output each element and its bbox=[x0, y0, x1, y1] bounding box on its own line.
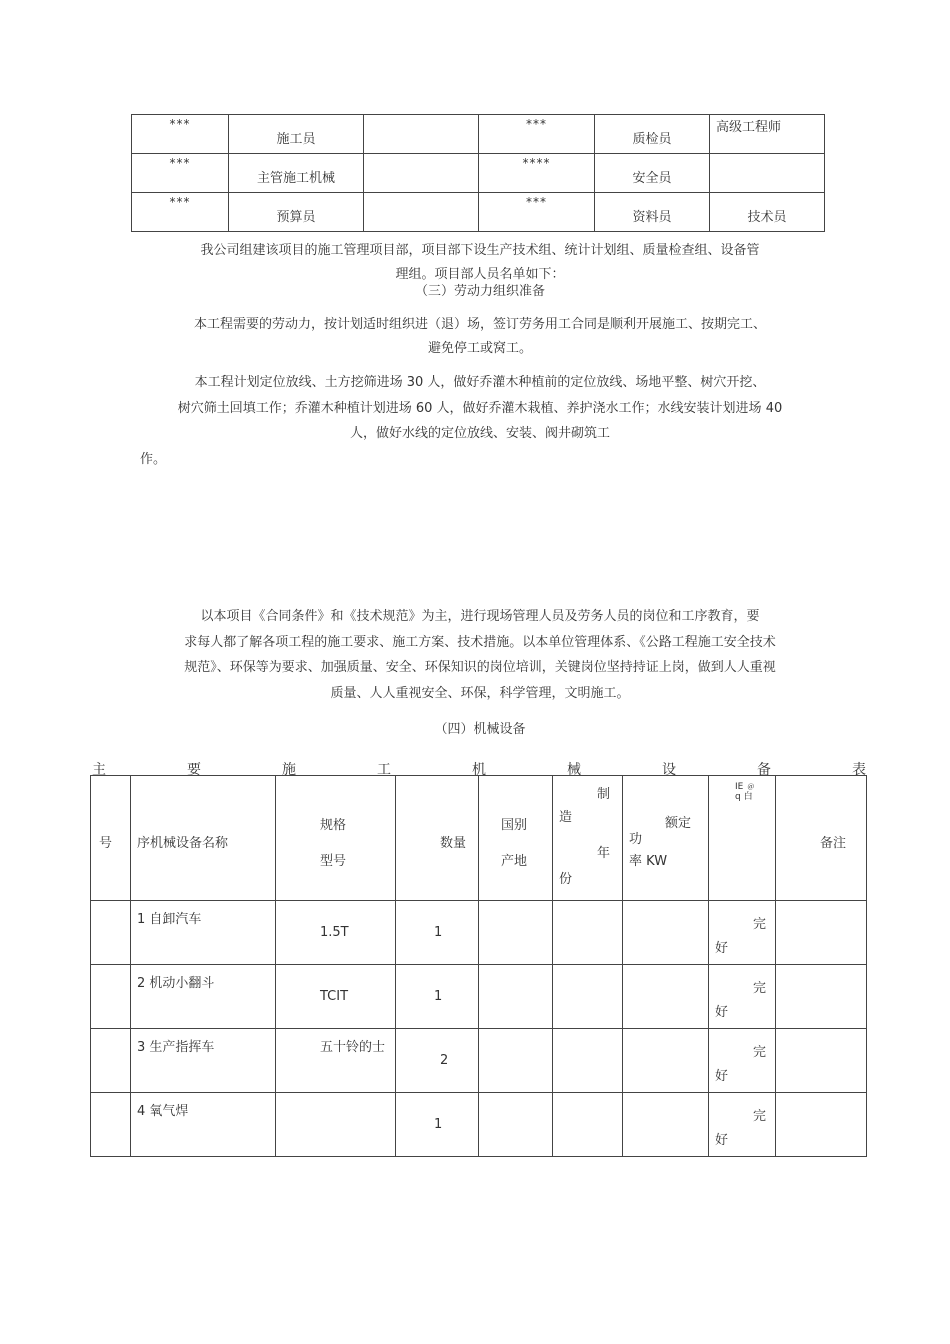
table-cell bbox=[553, 965, 623, 1029]
table-cell bbox=[479, 1093, 553, 1157]
table-cell: 1 bbox=[396, 965, 479, 1029]
table-cell: 安全员 bbox=[595, 154, 710, 193]
table-cell bbox=[479, 1029, 553, 1093]
header-cell-power: 额定 功 率 KW bbox=[623, 776, 709, 901]
table-cell: *** bbox=[479, 193, 595, 232]
labor-p2-line-4: 作。 bbox=[140, 452, 167, 467]
table-cell: 资料员 bbox=[595, 193, 710, 232]
labor-p1-line-2: 避免停工或窝工。 bbox=[427, 341, 532, 356]
labor-p2-line-1: 本工程计划定位放线、土方挖筛进场 30 人，做好乔灌木种植前的定位放线、场地平整、树穴开挖、 bbox=[194, 375, 766, 390]
table-cell: *** bbox=[132, 115, 229, 154]
edu-line-4: 质量、人人重视安全、环保，科学管理，文明施工。 bbox=[330, 686, 630, 701]
header-cell-spec: 规格 型号 bbox=[276, 776, 396, 901]
labor-p2-line-3: 人，做好水线的定位放线、安装、阀井砌筑工 bbox=[349, 426, 610, 441]
header-cell-condition: IE ﹫ q 白 bbox=[709, 776, 776, 901]
table-row bbox=[91, 1093, 867, 1157]
table-cell bbox=[364, 193, 479, 232]
table-cell bbox=[479, 965, 553, 1029]
table-cell: 1 bbox=[396, 901, 479, 965]
table-cell: TCIT bbox=[276, 965, 396, 1029]
edu-line-1: 以本项目《合同条件》和《技术规范》为主，进行现场管理人员及劳务人员的岗位和工序教育，要 bbox=[200, 609, 760, 624]
table-row bbox=[132, 115, 825, 154]
intro-line-1: 我公司组建该项目的施工管理项目部，项目部下设生产技术组、统计计划组、质量检查组、设备管 bbox=[200, 243, 760, 258]
header-cell-qty: 数量 bbox=[396, 776, 479, 901]
equipment-table-title: 主 要 施 工 机 械 设 备 表 bbox=[92, 762, 866, 778]
header-cell-year: 制 造 年 份 bbox=[553, 776, 623, 901]
table-cell: 3 生产指挥车 bbox=[131, 1029, 276, 1093]
edu-line-2: 求每人都了解各项工程的施工要求、施工方案、技术措施。以本单位管理体系、《公路工程施工安全技术 bbox=[184, 635, 776, 650]
table-cell bbox=[623, 1029, 709, 1093]
table-cell bbox=[364, 154, 479, 193]
table-cell bbox=[553, 1029, 623, 1093]
table-cell: 1.5T bbox=[276, 901, 396, 965]
table-cell: *** bbox=[479, 115, 595, 154]
table-cell: 4 氧气焊 bbox=[131, 1093, 276, 1157]
table-cell: 完 好 bbox=[709, 1029, 776, 1093]
table-cell: 2 机动小翻斗 bbox=[131, 965, 276, 1029]
header-cell-name: 序机械设备名称 bbox=[131, 776, 276, 901]
table-header-row bbox=[91, 776, 867, 901]
table-cell: 1 自卸汽车 bbox=[131, 901, 276, 965]
table-cell: 完 好 bbox=[709, 1093, 776, 1157]
table-cell bbox=[710, 154, 825, 193]
table-cell bbox=[91, 965, 131, 1029]
table-row bbox=[132, 193, 825, 232]
table-cell bbox=[553, 1093, 623, 1157]
table-cell: *** bbox=[132, 193, 229, 232]
table-cell bbox=[276, 1093, 396, 1157]
table-cell: 完 好 bbox=[709, 965, 776, 1029]
table-cell bbox=[91, 1029, 131, 1093]
table-cell bbox=[364, 115, 479, 154]
table-cell: 高级工程师 bbox=[710, 115, 825, 154]
table-cell: 质检员 bbox=[595, 115, 710, 154]
intro-line-2: 理组。项目部人员名单如下： bbox=[395, 267, 565, 282]
staff-table bbox=[131, 114, 825, 232]
table-cell: 施工员 bbox=[229, 115, 364, 154]
table-cell bbox=[776, 1093, 867, 1157]
table-row bbox=[132, 154, 825, 193]
table-row bbox=[91, 901, 867, 965]
table-cell bbox=[623, 901, 709, 965]
equipment-table bbox=[90, 775, 867, 1157]
table-cell bbox=[623, 965, 709, 1029]
table-row bbox=[91, 965, 867, 1029]
labor-p1-line-1: 本工程需要的劳动力，按计划适时组织进（退）场，签订劳务用工合同是顺利开展施工、按期完工、 bbox=[193, 317, 766, 332]
table-cell bbox=[91, 901, 131, 965]
table-cell: 完 好 bbox=[709, 901, 776, 965]
table-cell bbox=[479, 901, 553, 965]
labor-p2-line-2: 树穴筛土回填工作；乔灌木种植计划进场 60 人，做好乔灌木栽植、养护浇水工作；水线安装计划进场 40 bbox=[177, 401, 783, 416]
table-cell: 1 bbox=[396, 1093, 479, 1157]
table-cell: 2 bbox=[396, 1029, 479, 1093]
table-cell: *** bbox=[132, 154, 229, 193]
table-cell bbox=[91, 1093, 131, 1157]
table-cell bbox=[776, 965, 867, 1029]
table-cell bbox=[776, 1029, 867, 1093]
section-4-title: （四）机械设备 bbox=[434, 722, 526, 737]
section-3-title: （三）劳动力组织准备 bbox=[414, 284, 545, 299]
table-cell bbox=[553, 901, 623, 965]
header-cell-seq: 号 bbox=[91, 776, 131, 901]
table-cell: 预算员 bbox=[229, 193, 364, 232]
table-row bbox=[91, 1029, 867, 1093]
table-cell: 技术员 bbox=[710, 193, 825, 232]
table-cell bbox=[776, 901, 867, 965]
table-cell: 五十铃的士 bbox=[276, 1029, 396, 1093]
edu-line-3: 规范》、环保等为要求、加强质量、安全、环保知识的岗位培训，关键岗位坚持持证上岗，做到人人重视 bbox=[184, 660, 776, 675]
table-cell bbox=[623, 1093, 709, 1157]
header-cell-remark: 备注 bbox=[776, 776, 867, 901]
table-cell: **** bbox=[479, 154, 595, 193]
header-cell-origin: 国别 产地 bbox=[479, 776, 553, 901]
table-cell: 主管施工机械 bbox=[229, 154, 364, 193]
